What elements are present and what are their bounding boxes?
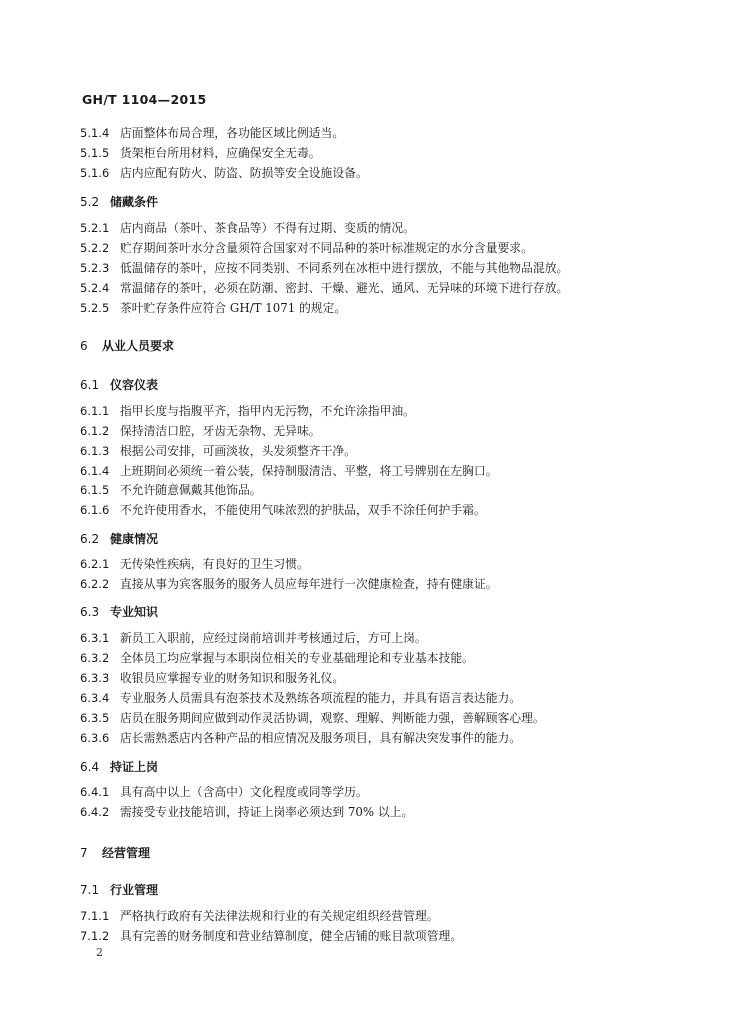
clause-number: 6.3.3	[80, 671, 110, 685]
page-number: 2	[96, 946, 103, 959]
clause-number: 6.1.1	[80, 404, 110, 418]
clause-number: 6.4.1	[80, 785, 110, 799]
clause-text: 店长需熟悉店内各种产品的相应情况及服务项目，具有解决突发事件的能力。	[120, 731, 522, 745]
clause-number: 6.3.5	[80, 711, 110, 725]
clause-number: 7.1.1	[80, 909, 110, 923]
clause-item	[80, 260, 568, 276]
clause-item	[80, 300, 346, 316]
clause-number: 5.2.2	[80, 241, 110, 255]
clause-item	[80, 650, 474, 666]
clause-item	[80, 463, 498, 479]
subsection-title: 健康情况	[110, 532, 159, 546]
subsection-heading	[80, 758, 158, 775]
clause-text: 根据公司安排，可画淡妆，头发须整齐干净。	[120, 444, 356, 458]
clause-text: 低温储存的茶叶，应按不同类别、不同系列在冰柜中进行摆放，不能与其他物品混放。	[120, 261, 569, 275]
clause-text: 直接从事为宾客服务的服务人员应每年进行一次健康检查，持有健康证。	[120, 577, 498, 591]
section-number: 6	[80, 339, 88, 353]
clause-text: 需接受专业技能培训，持证上岗率必须达到 70% 以上。	[120, 805, 414, 819]
clause-text: 不允许使用香水，不能使用气味浓烈的护肤品，双手不涂任何护手霜。	[120, 503, 486, 517]
clause-item	[80, 240, 533, 256]
clause-item	[80, 630, 427, 646]
subsection-title: 持证上岗	[110, 760, 159, 774]
clause-item	[80, 502, 486, 518]
clause-item	[80, 145, 321, 161]
subsection-number: 6.4	[80, 760, 100, 774]
clause-number: 6.4.2	[80, 805, 110, 819]
clause-item	[80, 576, 498, 592]
clause-text: 货架柜台所用材料，应确保安全无毒。	[120, 146, 321, 160]
clause-number: 6.3.1	[80, 631, 110, 645]
subsection-number: 6.3	[80, 605, 100, 619]
clause-number: 6.3.2	[80, 651, 110, 665]
clause-item	[80, 690, 521, 706]
section-heading	[80, 337, 174, 354]
clause-text: 新员工入职前，应经过岗前培训并考核通过后，方可上岗。	[120, 631, 427, 645]
clause-number: 6.3.4	[80, 691, 110, 705]
clause-item	[80, 710, 545, 726]
subsection-number: 6.1	[80, 378, 100, 392]
clause-text: 店内应配有防火、防盗、防损等安全设施设备。	[120, 166, 368, 180]
subsection-title: 行业管理	[110, 883, 159, 897]
clause-number: 7.1.2	[80, 929, 110, 943]
section-title: 从业人员要求	[102, 339, 175, 353]
clause-number: 6.1.3	[80, 444, 110, 458]
clause-item	[80, 482, 262, 498]
clause-item	[80, 670, 344, 686]
clause-text: 保持清洁口腔，牙齿无杂物、无异味。	[120, 424, 321, 438]
clause-text: 全体员工均应掌握与本职岗位相关的专业基础理论和专业基本技能。	[120, 651, 474, 665]
standard-code-header: GH/T 1104—2015	[82, 92, 207, 107]
clause-number: 6.1.5	[80, 483, 110, 497]
clause-item	[80, 125, 344, 141]
clause-text: 指甲长度与指腹平齐，指甲内无污物，不允许涂指甲油。	[120, 404, 415, 418]
clause-number: 5.2.3	[80, 261, 110, 275]
clause-text: 无传染性疾病，有良好的卫生习惯。	[120, 557, 309, 571]
clause-text: 店内商品（茶叶、茶食品等）不得有过期、变质的情况。	[120, 221, 415, 235]
subsection-heading	[80, 376, 158, 393]
clause-text: 上班期间必须统一着公装，保持制服清洁、平整，将工号牌别在左胸口。	[120, 464, 498, 478]
clause-item	[80, 804, 413, 820]
clause-number: 6.1.6	[80, 503, 110, 517]
clause-number: 6.1.2	[80, 424, 110, 438]
clause-item	[80, 165, 368, 181]
clause-text: 严格执行政府有关法律法规和行业的有关规定组织经营管理。	[120, 909, 439, 923]
subsection-number: 5.2	[80, 195, 100, 209]
clause-text: 不允许随意佩戴其他饰品。	[120, 483, 262, 497]
subsection-title: 仪容仪表	[110, 378, 159, 392]
clause-number: 5.2.5	[80, 301, 110, 315]
clause-item	[80, 443, 356, 459]
subsection-number: 6.2	[80, 532, 100, 546]
clause-text: 常温储存的茶叶，必须在防潮、密封、干燥、避光、通风、无异味的环境下进行存放。	[120, 281, 569, 295]
subsection-heading	[80, 603, 158, 620]
clause-text: 具有完善的财务制度和营业结算制度，健全店铺的账目款项管理。	[120, 929, 463, 943]
clause-text: 店面整体布局合理，各功能区域比例适当。	[120, 126, 345, 140]
clause-number: 5.1.5	[80, 146, 110, 160]
clause-number: 5.2.1	[80, 221, 110, 235]
clause-number: 6.1.4	[80, 464, 110, 478]
clause-text: 茶叶贮存条件应符合 GH/T 1071 的规定。	[120, 301, 347, 315]
clause-item	[80, 403, 415, 419]
clause-number: 6.2.2	[80, 577, 110, 591]
subsection-number: 7.1	[80, 883, 100, 897]
clause-item	[80, 280, 568, 296]
clause-item	[80, 220, 415, 236]
section-number: 7	[80, 846, 88, 860]
clause-text: 店员在服务期间应做到动作灵活协调，观察、理解、判断能力强，善解顾客心理。	[120, 711, 545, 725]
section-heading	[80, 844, 150, 861]
clause-text: 具有高中以上（含高中）文化程度或同等学历。	[120, 785, 368, 799]
clause-text: 贮存期间茶叶水分含量须符合国家对不同品种的茶叶标准规定的水分含量要求。	[120, 241, 533, 255]
subsection-title: 专业知识	[110, 605, 159, 619]
subsection-heading	[80, 881, 158, 898]
subsection-heading	[80, 530, 158, 547]
clause-item	[80, 556, 309, 572]
clause-text: 收银员应掌握专业的财务知识和服务礼仪。	[120, 671, 345, 685]
clause-number: 6.2.1	[80, 557, 110, 571]
clause-item	[80, 423, 321, 439]
subsection-title: 储藏条件	[110, 195, 159, 209]
clause-item	[80, 730, 521, 746]
clause-number: 5.1.6	[80, 166, 110, 180]
clause-number: 5.1.4	[80, 126, 110, 140]
clause-item	[80, 928, 462, 944]
clause-item	[80, 784, 368, 800]
clause-item	[80, 908, 439, 924]
clause-number: 5.2.4	[80, 281, 110, 295]
subsection-heading	[80, 193, 158, 210]
clause-text: 专业服务人员需具有泡茶技术及熟练各项流程的能力，并具有语言表达能力。	[120, 691, 522, 705]
section-title: 经营管理	[102, 846, 151, 860]
clause-number: 6.3.6	[80, 731, 110, 745]
